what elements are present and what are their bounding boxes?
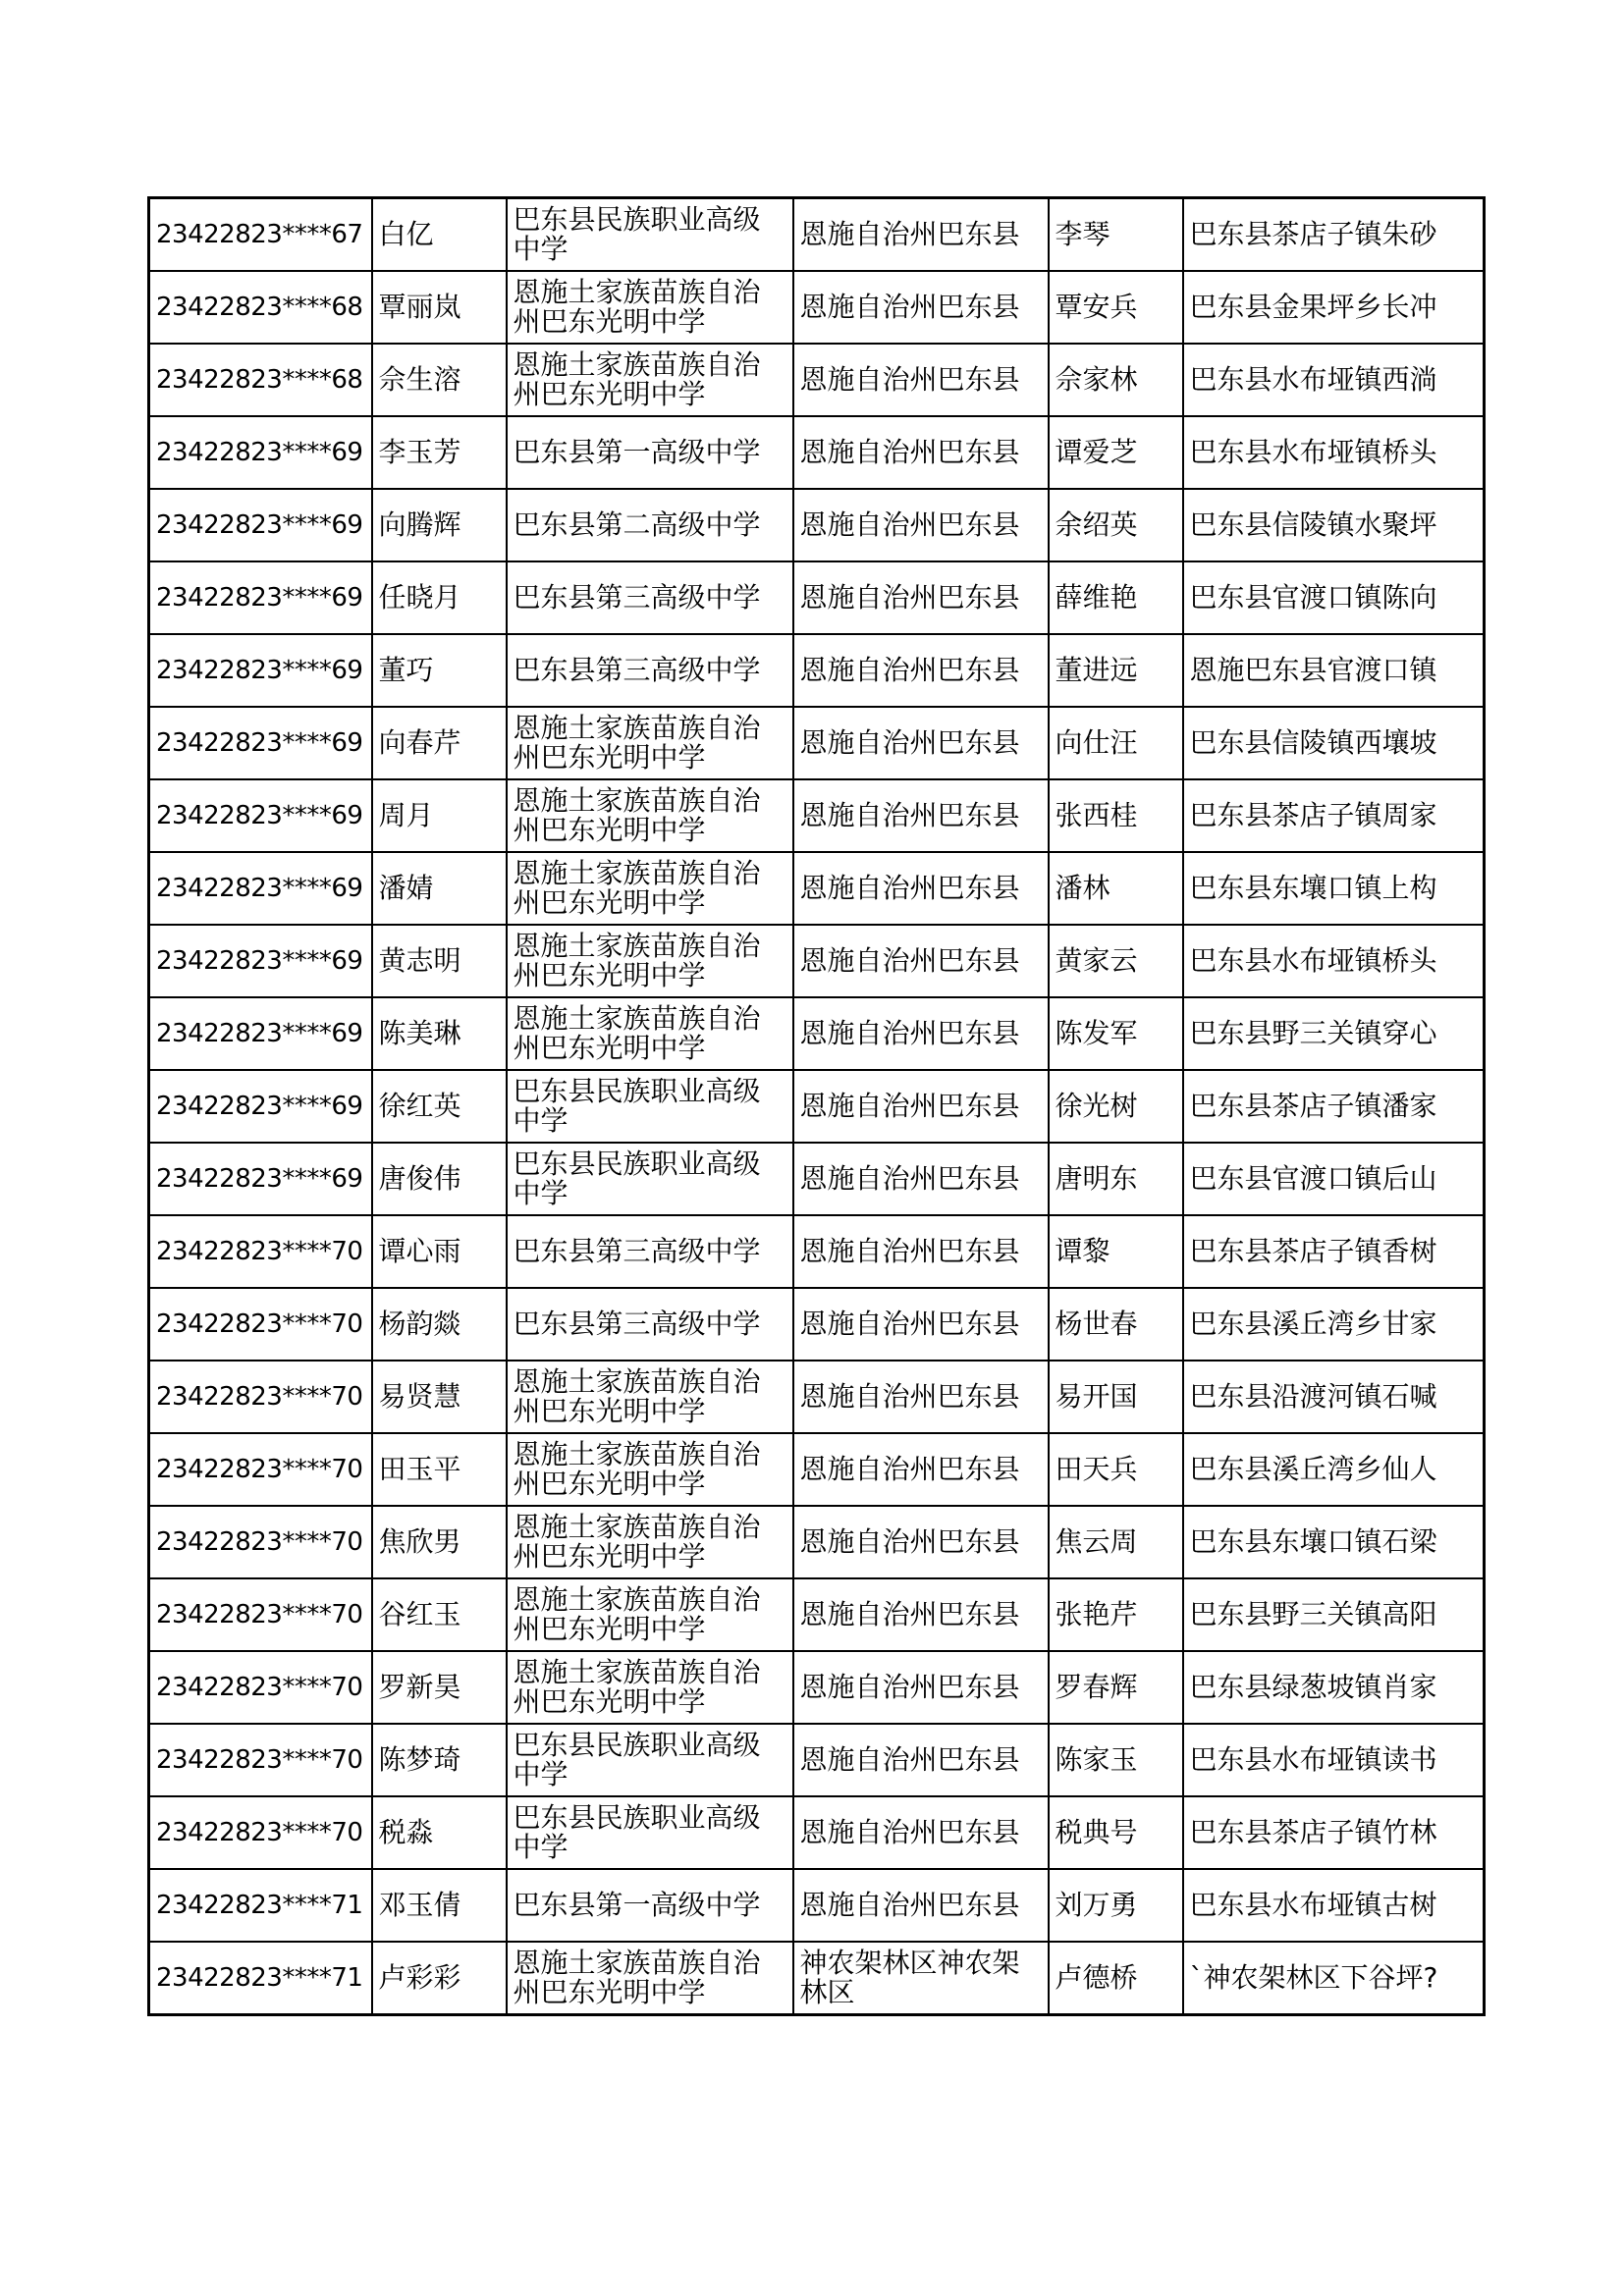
name-cell: 白亿	[372, 198, 507, 272]
school-cell: 巴东县民族职业高级中学	[507, 1796, 793, 1869]
name-cell: 卢彩彩	[372, 1942, 507, 2015]
name-cell: 覃丽岚	[372, 271, 507, 344]
region-cell: 恩施自治州巴东县	[793, 344, 1049, 416]
address-cell: 巴东县溪丘湾乡仙人	[1183, 1433, 1485, 1506]
id-cell: 23422823****70	[149, 1361, 372, 1433]
region-cell: 恩施自治州巴东县	[793, 1215, 1049, 1288]
name-cell: 佘生溶	[372, 344, 507, 416]
address-cell: 巴东县野三关镇高阳	[1183, 1578, 1485, 1651]
id-cell: 23422823****70	[149, 1506, 372, 1578]
table-row	[149, 1942, 1485, 2015]
region-cell: 恩施自治州巴东县	[793, 997, 1049, 1070]
table-row	[149, 1215, 1485, 1288]
id-cell: 23422823****69	[149, 1143, 372, 1215]
table-row	[149, 852, 1485, 925]
id-cell: 23422823****68	[149, 271, 372, 344]
address-cell: 巴东县信陵镇西壤坡	[1183, 707, 1485, 779]
school-cell: 恩施土家族苗族自治州巴东光明中学	[507, 271, 793, 344]
address-cell: 巴东县茶店子镇朱砂	[1183, 198, 1485, 272]
id-cell: 23422823****67	[149, 198, 372, 272]
guardian-cell: 余绍英	[1049, 489, 1183, 561]
name-cell: 罗新昊	[372, 1651, 507, 1724]
school-cell: 巴东县第三高级中学	[507, 1215, 793, 1288]
region-cell: 恩施自治州巴东县	[793, 271, 1049, 344]
address-cell: 巴东县茶店子镇潘家	[1183, 1070, 1485, 1143]
table-body	[149, 198, 1485, 2015]
table-row	[149, 1433, 1485, 1506]
name-cell: 易贤慧	[372, 1361, 507, 1433]
school-cell: 恩施土家族苗族自治州巴东光明中学	[507, 779, 793, 852]
table-row	[149, 707, 1485, 779]
id-cell: 23422823****70	[149, 1724, 372, 1796]
guardian-cell: 罗春辉	[1049, 1651, 1183, 1724]
table-row	[149, 1143, 1485, 1215]
address-cell: 巴东县水布垭镇古树	[1183, 1869, 1485, 1942]
region-cell: 神农架林区神农架林区	[793, 1942, 1049, 2015]
address-cell: 巴东县水布垭镇桥头	[1183, 925, 1485, 997]
id-cell: 23422823****69	[149, 561, 372, 634]
region-cell: 恩施自治州巴东县	[793, 852, 1049, 925]
id-cell: 23422823****69	[149, 852, 372, 925]
table-row	[149, 489, 1485, 561]
address-cell: 巴东县茶店子镇竹林	[1183, 1796, 1485, 1869]
school-cell: 恩施土家族苗族自治州巴东光明中学	[507, 925, 793, 997]
school-cell: 恩施土家族苗族自治州巴东光明中学	[507, 1433, 793, 1506]
address-cell: `神农架林区下谷坪?	[1183, 1942, 1485, 2015]
table-row	[149, 1869, 1485, 1942]
name-cell: 潘婧	[372, 852, 507, 925]
guardian-cell: 佘家林	[1049, 344, 1183, 416]
region-cell: 恩施自治州巴东县	[793, 925, 1049, 997]
school-cell: 巴东县民族职业高级中学	[507, 198, 793, 272]
table-row	[149, 1506, 1485, 1578]
guardian-cell: 易开国	[1049, 1361, 1183, 1433]
guardian-cell: 田天兵	[1049, 1433, 1183, 1506]
name-cell: 李玉芳	[372, 416, 507, 489]
school-cell: 恩施土家族苗族自治州巴东光明中学	[507, 1942, 793, 2015]
school-cell: 恩施土家族苗族自治州巴东光明中学	[507, 1361, 793, 1433]
school-cell: 恩施土家族苗族自治州巴东光明中学	[507, 1506, 793, 1578]
table-row	[149, 634, 1485, 707]
guardian-cell: 唐明东	[1049, 1143, 1183, 1215]
address-cell: 巴东县沿渡河镇石喊	[1183, 1361, 1485, 1433]
id-cell: 23422823****71	[149, 1869, 372, 1942]
region-cell: 恩施自治州巴东县	[793, 1070, 1049, 1143]
region-cell: 恩施自治州巴东县	[793, 1578, 1049, 1651]
name-cell: 田玉平	[372, 1433, 507, 1506]
region-cell: 恩施自治州巴东县	[793, 1288, 1049, 1361]
region-cell: 恩施自治州巴东县	[793, 1433, 1049, 1506]
id-cell: 23422823****70	[149, 1578, 372, 1651]
address-cell: 巴东县茶店子镇香树	[1183, 1215, 1485, 1288]
name-cell: 向春芹	[372, 707, 507, 779]
guardian-cell: 向仕汪	[1049, 707, 1183, 779]
name-cell: 税淼	[372, 1796, 507, 1869]
table-row	[149, 344, 1485, 416]
id-cell: 23422823****70	[149, 1651, 372, 1724]
guardian-cell: 张艳芹	[1049, 1578, 1183, 1651]
name-cell: 唐俊伟	[372, 1143, 507, 1215]
id-cell: 23422823****68	[149, 344, 372, 416]
id-cell: 23422823****71	[149, 1942, 372, 2015]
school-cell: 巴东县民族职业高级中学	[507, 1070, 793, 1143]
guardian-cell: 张西桂	[1049, 779, 1183, 852]
name-cell: 周月	[372, 779, 507, 852]
id-cell: 23422823****69	[149, 925, 372, 997]
id-cell: 23422823****70	[149, 1215, 372, 1288]
address-cell: 巴东县绿葱坡镇肖家	[1183, 1651, 1485, 1724]
id-cell: 23422823****70	[149, 1796, 372, 1869]
name-cell: 徐红英	[372, 1070, 507, 1143]
address-cell: 巴东县水布垭镇西淌	[1183, 344, 1485, 416]
id-cell: 23422823****69	[149, 489, 372, 561]
address-cell: 巴东县水布垭镇读书	[1183, 1724, 1485, 1796]
address-cell: 巴东县茶店子镇周家	[1183, 779, 1485, 852]
record-table	[147, 196, 1486, 2016]
region-cell: 恩施自治州巴东县	[793, 1724, 1049, 1796]
address-cell: 巴东县东壤口镇上构	[1183, 852, 1485, 925]
school-cell: 巴东县第一高级中学	[507, 416, 793, 489]
id-cell: 23422823****70	[149, 1433, 372, 1506]
address-cell: 巴东县官渡口镇陈向	[1183, 561, 1485, 634]
table-row	[149, 561, 1485, 634]
school-cell: 恩施土家族苗族自治州巴东光明中学	[507, 1578, 793, 1651]
name-cell: 向腾辉	[372, 489, 507, 561]
school-cell: 巴东县第三高级中学	[507, 1288, 793, 1361]
table-row	[149, 1578, 1485, 1651]
name-cell: 焦欣男	[372, 1506, 507, 1578]
guardian-cell: 董进远	[1049, 634, 1183, 707]
guardian-cell: 谭爱芝	[1049, 416, 1183, 489]
table-row	[149, 416, 1485, 489]
name-cell: 黄志明	[372, 925, 507, 997]
school-cell: 恩施土家族苗族自治州巴东光明中学	[507, 997, 793, 1070]
address-cell: 巴东县东壤口镇石梁	[1183, 1506, 1485, 1578]
guardian-cell: 覃安兵	[1049, 271, 1183, 344]
table-row	[149, 925, 1485, 997]
guardian-cell: 焦云周	[1049, 1506, 1183, 1578]
table-row	[149, 271, 1485, 344]
region-cell: 恩施自治州巴东县	[793, 1506, 1049, 1578]
guardian-cell: 陈家玉	[1049, 1724, 1183, 1796]
id-cell: 23422823****69	[149, 634, 372, 707]
school-cell: 巴东县民族职业高级中学	[507, 1143, 793, 1215]
region-cell: 恩施自治州巴东县	[793, 1651, 1049, 1724]
name-cell: 董巧	[372, 634, 507, 707]
region-cell: 恩施自治州巴东县	[793, 561, 1049, 634]
guardian-cell: 徐光树	[1049, 1070, 1183, 1143]
name-cell: 任晓月	[372, 561, 507, 634]
name-cell: 陈梦琦	[372, 1724, 507, 1796]
school-cell: 巴东县第三高级中学	[507, 634, 793, 707]
guardian-cell: 卢德桥	[1049, 1942, 1183, 2015]
name-cell: 陈美琳	[372, 997, 507, 1070]
address-cell: 巴东县金果坪乡长冲	[1183, 271, 1485, 344]
guardian-cell: 陈发军	[1049, 997, 1183, 1070]
guardian-cell: 谭黎	[1049, 1215, 1183, 1288]
address-cell: 巴东县信陵镇水聚坪	[1183, 489, 1485, 561]
address-cell: 巴东县水布垭镇桥头	[1183, 416, 1485, 489]
guardian-cell: 税典号	[1049, 1796, 1183, 1869]
school-cell: 巴东县第一高级中学	[507, 1869, 793, 1942]
name-cell: 杨韵燚	[372, 1288, 507, 1361]
region-cell: 恩施自治州巴东县	[793, 1361, 1049, 1433]
id-cell: 23422823****69	[149, 1070, 372, 1143]
region-cell: 恩施自治州巴东县	[793, 489, 1049, 561]
region-cell: 恩施自治州巴东县	[793, 634, 1049, 707]
table-row	[149, 997, 1485, 1070]
guardian-cell: 黄家云	[1049, 925, 1183, 997]
region-cell: 恩施自治州巴东县	[793, 1143, 1049, 1215]
address-cell: 恩施巴东县官渡口镇	[1183, 634, 1485, 707]
id-cell: 23422823****69	[149, 779, 372, 852]
id-cell: 23422823****69	[149, 707, 372, 779]
guardian-cell: 薛维艳	[1049, 561, 1183, 634]
address-cell: 巴东县官渡口镇后山	[1183, 1143, 1485, 1215]
table-row	[149, 779, 1485, 852]
name-cell: 谷红玉	[372, 1578, 507, 1651]
guardian-cell: 刘万勇	[1049, 1869, 1183, 1942]
address-cell: 巴东县溪丘湾乡甘家	[1183, 1288, 1485, 1361]
name-cell: 谭心雨	[372, 1215, 507, 1288]
id-cell: 23422823****69	[149, 416, 372, 489]
region-cell: 恩施自治州巴东县	[793, 779, 1049, 852]
guardian-cell: 李琴	[1049, 198, 1183, 272]
region-cell: 恩施自治州巴东县	[793, 416, 1049, 489]
school-cell: 恩施土家族苗族自治州巴东光明中学	[507, 1651, 793, 1724]
region-cell: 恩施自治州巴东县	[793, 1796, 1049, 1869]
table-row	[149, 1724, 1485, 1796]
name-cell: 邓玉倩	[372, 1869, 507, 1942]
id-cell: 23422823****69	[149, 997, 372, 1070]
table-row	[149, 1288, 1485, 1361]
school-cell: 恩施土家族苗族自治州巴东光明中学	[507, 852, 793, 925]
region-cell: 恩施自治州巴东县	[793, 1869, 1049, 1942]
id-cell: 23422823****70	[149, 1288, 372, 1361]
school-cell: 巴东县民族职业高级中学	[507, 1724, 793, 1796]
table-row	[149, 1651, 1485, 1724]
region-cell: 恩施自治州巴东县	[793, 707, 1049, 779]
school-cell: 恩施土家族苗族自治州巴东光明中学	[507, 707, 793, 779]
school-cell: 巴东县第二高级中学	[507, 489, 793, 561]
school-cell: 恩施土家族苗族自治州巴东光明中学	[507, 344, 793, 416]
table-row	[149, 1361, 1485, 1433]
table-row	[149, 1796, 1485, 1869]
address-cell: 巴东县野三关镇穿心	[1183, 997, 1485, 1070]
table-row	[149, 198, 1485, 272]
region-cell: 恩施自治州巴东县	[793, 198, 1049, 272]
guardian-cell: 潘林	[1049, 852, 1183, 925]
guardian-cell: 杨世春	[1049, 1288, 1183, 1361]
table-row	[149, 1070, 1485, 1143]
school-cell: 巴东县第三高级中学	[507, 561, 793, 634]
